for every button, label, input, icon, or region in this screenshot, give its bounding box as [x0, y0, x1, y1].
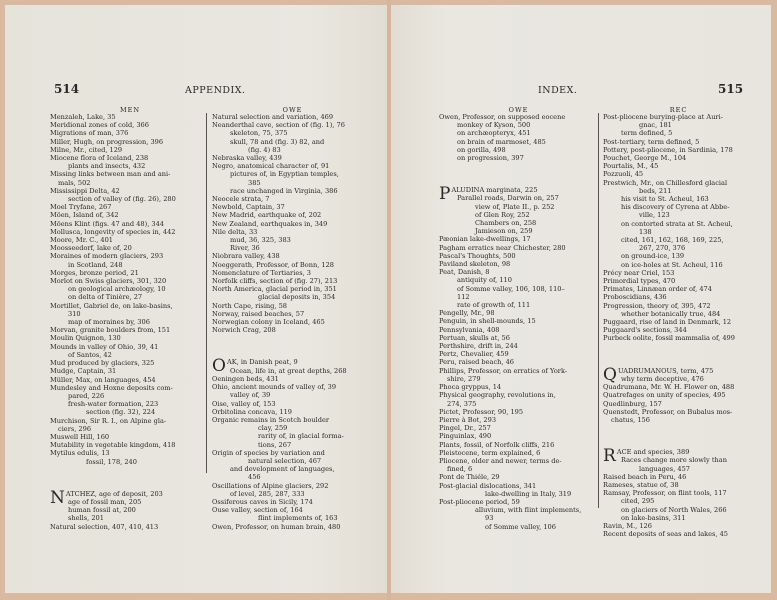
index-subentry: beds, 211 [639, 186, 672, 195]
index-entry: North America, glacial period in, 351 [212, 285, 337, 294]
index-entry: Negro, anatomical character of, 91 [212, 162, 330, 171]
index-subentry: (fig. 4) 83 [248, 145, 281, 154]
index-subentry: 274, 375 [447, 399, 477, 408]
left-page [5, 5, 387, 593]
index-subentry: and development of languages, [230, 465, 335, 474]
index-entry: Raised beach in Peru, 46 [603, 472, 687, 481]
index-entry: Oscillations of Alpine glaciers, 292 [212, 481, 329, 490]
index-entry: Quadrumana, Mr. W. H. Flower on, 488 [603, 383, 735, 392]
index-entry: Miller, Hugh, on progression, 396 [50, 137, 164, 146]
index-column [603, 113, 763, 538]
index-entry: Physical geography, revolutions in, [439, 391, 556, 400]
index-subentry: chatus, 156 [611, 415, 650, 424]
index-entry: Prestwich, Mr., on Chillesford glacial [603, 178, 728, 187]
index-subentry: skeleton, 75, 375 [230, 129, 288, 138]
catchword: OWE [282, 106, 303, 114]
index-subentry: of level, 285, 287, 333 [230, 489, 305, 498]
index-subentry: section (fig. 32), 224 [86, 408, 156, 417]
drop-cap-initial: N [50, 487, 65, 508]
index-entry: Quenstedt, Professor, on Bubalus mos- [603, 407, 733, 416]
index-entry: Möen, Island of, 342 [50, 211, 119, 220]
index-entry: Norwegian colony in Iceland, 465 [212, 318, 325, 327]
index-subentry: Chambers on, 258 [475, 219, 537, 228]
index-entry: Pierre à Bot, 293 [439, 415, 497, 424]
index-entry: Pottery, post-pliocene, in Sardinia, 178 [603, 145, 733, 154]
index-subentry: of Santos, 42 [68, 350, 112, 359]
index-subentry: 112 [457, 292, 470, 301]
index-entry: Phoca gryppus, 14 [439, 383, 502, 392]
index-entry: Post-tertiary, term defined, 5 [603, 137, 700, 146]
index-entry: Niobrara valley, 438 [212, 252, 280, 261]
index-subentry: on gorilla, 498 [457, 145, 506, 154]
index-entry: Mounds in valley of Ohio, 39, 41 [50, 342, 159, 351]
index-subentry: shells, 201 [68, 514, 104, 523]
index-entry: Nebraska valley, 439 [212, 154, 282, 163]
index-entry: Ramsay, Professor, on flint tools, 117 [603, 489, 727, 498]
catchword: OWE [508, 106, 529, 114]
index-entry: Quedlinburg, 157 [603, 399, 662, 408]
index-subentry: on contorted strata at St. Acheul, [621, 219, 733, 228]
index-subentry: of Somme valley, 106 [485, 522, 556, 531]
index-subentry: on ground-ice, 139 [621, 252, 685, 261]
index-subentry: on lake-basins, 311 [621, 513, 686, 522]
index-entry: Mundesley and Hoxne deposits com- [50, 383, 173, 392]
index-subentry: fossil, 178, 240 [86, 457, 137, 466]
index-entry: Pascal's Thoughts, 500 [439, 251, 516, 260]
index-entry: Pæonian lake-dwellings, 17 [439, 235, 531, 244]
index-entry: Pengelly, Mr., 98 [439, 309, 495, 318]
index-subentry: mud, 36, 325, 383 [230, 236, 291, 245]
index-subentry: Ocean, life in, at great depths, 268 [230, 366, 347, 375]
index-entry: Primordial types, 470 [603, 277, 676, 286]
index-entry: Pagham erratics near Chichester, 280 [439, 243, 566, 252]
index-subentry: of Glen Roy, 252 [475, 210, 530, 219]
index-subentry: on archæopteryx, 451 [457, 129, 531, 138]
index-entry: Murchison, Sir R. I., on Alpine gla- [50, 416, 167, 425]
index-entry: Müller, Max, on languages, 454 [50, 375, 156, 384]
index-entry: New Madrid, earthquake of, 202 [212, 211, 322, 220]
index-entry: Pozzuoli, 45 [603, 170, 644, 179]
index-entry: Moore, Mr. C., 401 [50, 236, 113, 245]
index-subentry: skull, 78 and (fig. 3) 82, and [230, 137, 325, 146]
index-subentry: on glaciers of North Wales, 266 [621, 505, 727, 514]
index-subentry: River, 36 [230, 244, 260, 253]
column-divider [598, 113, 599, 508]
index-entry: Mortillet, Gabriel de, on lake-basins, [50, 301, 173, 310]
entry-text: UADRUMANOUS, term, 475 [617, 366, 714, 375]
index-subentry: his visit to St. Acheul, 163 [621, 195, 709, 204]
index-entry: Neanderthal cave, section of (fig. 1), 76 [212, 121, 345, 130]
index-subentry: 138 [639, 227, 652, 236]
index-subentry: on delta of Tinière, 27 [68, 293, 143, 302]
index-entry: Mollusca, longevity of species in, 442 [50, 227, 176, 236]
index-subentry: why term deceptive, 476 [621, 374, 704, 383]
index-entry: Orbitolina concava, 119 [212, 407, 292, 416]
index-column [439, 113, 592, 531]
index-subentry: Parallel roads, Darwin on, 257 [457, 194, 559, 203]
index-subentry: shire, 279 [447, 374, 481, 383]
index-subentry: monkey of Kyson, 500 [457, 121, 531, 130]
index-entry: Pont de Thiéle, 29 [439, 473, 500, 482]
index-entry: Nomenclature of Tertiaries, 3 [212, 268, 311, 277]
index-entry: Paviland skeleton, 98 [439, 260, 511, 269]
index-entry: Pictet, Professor, 90, 195 [439, 407, 524, 416]
right-page [391, 5, 771, 593]
index-entry: Menzaleh, Lake, 35 [50, 113, 116, 121]
index-subentry: rate of growth of, 111 [457, 301, 531, 310]
section-gap [603, 424, 763, 448]
section-gap [50, 466, 210, 490]
index-entry: Précy near Criel, 153 [603, 268, 675, 277]
index-subentry: flint implements of, 163 [258, 514, 338, 523]
index-entry: Morges, bronze period, 21 [50, 268, 139, 277]
section-gap [603, 343, 763, 367]
index-entry: Pennsylvania, 408 [439, 325, 500, 334]
index-subentry: on progression, 397 [457, 154, 524, 163]
index-entry: Owen, Professor, on human brain, 480 [212, 522, 341, 531]
drop-cap-initial: R [603, 446, 616, 467]
index-entry: Owen, Professor, on supposed eocene [439, 113, 566, 121]
index-entry: Progression, theory of, 395, 472 [603, 301, 711, 310]
index-entry: Pliocene, older and newer, terms de- [439, 456, 562, 465]
index-entry: Moosseedorf, lake of, 20 [50, 244, 132, 253]
index-entry: Mud produced by glaciers, 325 [50, 359, 155, 368]
drop-cap-initial: Q [603, 364, 617, 385]
index-entry: Natural selection, 407, 410, 413 [50, 522, 159, 531]
index-subentry: cited, 161, 162, 168, 169, 225, [621, 236, 724, 245]
index-subentry: rarity of, in glacial forma- [258, 432, 344, 441]
index-entry: Mississippi Delta, 42 [50, 186, 120, 195]
index-entry: Ossiferous caves in Sicily, 174 [212, 497, 313, 506]
entry-text: AK, in Danish peat, 9 [226, 358, 298, 367]
index-entry: Moel Tryfane, 267 [50, 203, 112, 212]
index-entry: Peat, Danish, 8 [439, 268, 490, 277]
index-entry: Meridional zones of cold, 366 [50, 121, 149, 130]
index-subentry: race unchanged in Virginia, 386 [230, 186, 338, 195]
index-entry: Nile delta, 33 [212, 227, 258, 236]
index-entry: Pingel, Dr., 257 [439, 424, 491, 433]
index-entry: Peru, raised beach, 46 [439, 358, 515, 367]
index-subentry: age of fossil man, 205 [68, 497, 142, 506]
index-entry: Morlot on Swiss glaciers, 301, 320 [50, 277, 167, 286]
index-subentry: lake-dwelling in Italy, 319 [485, 489, 572, 498]
index-entry: Milne, Mr., cited, 129 [50, 145, 123, 154]
index-entry: Quatrefages on unity of species, 495 [603, 391, 726, 400]
index-entry: North Cape, rising, 58 [212, 301, 287, 310]
index-entry: Pourtalis, M., 45 [603, 162, 659, 171]
index-entry: Noeggerath, Professor, of Bonn, 128 [212, 260, 335, 269]
index-entry: Pertuan, skulls at, 56 [439, 333, 510, 342]
index-entry: Primates, Linnæan order of, 474 [603, 285, 712, 294]
index-entry: Moraines of modern glaciers, 293 [50, 252, 164, 261]
index-entry: Mytilus edulis, 13 [50, 449, 110, 458]
index-subentry: gnac, 181 [639, 121, 672, 130]
index-subentry: cited, 295 [621, 497, 655, 506]
entry-text: ALUDINA marginata, 225 [451, 186, 538, 195]
running-head: INDEX. [538, 85, 578, 96]
index-entry: Natural selection and variation, 469 [212, 113, 334, 121]
index-subentry: 456 [248, 473, 261, 482]
drop-cap-initial: O [212, 356, 226, 377]
index-entry: Moulin Quignon, 130 [50, 334, 121, 343]
index-column [50, 113, 210, 531]
index-entry: Mutability in vegetable kingdom, 418 [50, 441, 176, 450]
index-entry: Recent deposits of seas and lakes, 45 [603, 530, 728, 539]
index-subentry: whether botanically true, 484 [621, 309, 721, 318]
index-subentry: 93 [485, 514, 494, 523]
index-entry: Newbold, Captain, 37 [212, 203, 285, 212]
index-entry: Ohio, ancient mounds of valley of, 39 [212, 383, 337, 392]
index-entry: Post-glacial dislocations, 341 [439, 481, 537, 490]
index-subentry: languages, 457 [639, 464, 690, 473]
index-subentry: view of, Plate II., p. 252 [475, 202, 555, 211]
index-entry: New Zealand, earthquakes in, 349 [212, 219, 328, 228]
index-subentry: his discovery of Cyrena at Abbe- [621, 203, 730, 212]
index-subentry: on geological archæology, 10 [68, 285, 166, 294]
index-subentry: on brain of marmoset, 485 [457, 137, 546, 146]
index-entry: Oise, valley of, 153 [212, 399, 276, 408]
index-entry: Post-pliocene burying-place at Auri- [603, 113, 723, 121]
index-entry: Post-pliocene period, 59 [439, 497, 520, 506]
index-entry: Mudge, Captain, 31 [50, 367, 117, 376]
index-entry: Möens Klint (figs. 47 and 48), 344 [50, 219, 164, 228]
section-gap [439, 162, 592, 186]
index-subentry: antiquity of, 110 [457, 276, 512, 285]
entry-text: ATCHEZ, age of deposit, 203 [65, 489, 163, 498]
index-entry: Ouse valley, section of, 164 [212, 506, 303, 515]
index-subentry: term defined, 5 [621, 129, 673, 138]
index-subentry: ciers, 296 [58, 424, 92, 433]
index-subentry: Races change more slowly than [621, 456, 727, 465]
page-number: 515 [718, 82, 744, 96]
index-subentry: 267, 270, 376 [639, 244, 686, 253]
page-number: 514 [54, 82, 80, 96]
index-entry: Rameses, statue of, 38 [603, 480, 679, 489]
index-entry: Ravin, M., 126 [603, 521, 652, 530]
index-subentry: valley of, 39 [230, 391, 271, 400]
entry-text: ACE and species, 389 [616, 448, 690, 457]
index-entry: Neocele strata, 7 [212, 195, 270, 204]
index-column [212, 113, 370, 531]
index-entry: Pleistocene, term explained, 6 [439, 448, 541, 457]
index-subentry: map of moraines by, 306 [68, 318, 150, 327]
index-subentry: fresh-water formation, 223 [68, 400, 159, 409]
index-subentry: mals, 502 [58, 178, 91, 187]
index-subentry: pared, 226 [68, 391, 105, 400]
index-subentry: in Scotland, 248 [68, 260, 123, 269]
index-subentry: human fossil at, 200 [68, 506, 136, 515]
index-subentry: of Somme valley, 106, 108, 110– [457, 284, 565, 293]
index-entry: Norway, raised beaches, 57 [212, 309, 305, 318]
index-subentry: section of valley of (fig. 26), 280 [68, 195, 176, 204]
catchword: REC [669, 106, 688, 114]
index-subentry: on ice-holes at St. Acheul, 116 [621, 260, 723, 269]
index-entry: Migrations of man, 376 [50, 129, 129, 138]
section-gap [212, 334, 370, 358]
index-entry: Miocene flora of Iceland, 238 [50, 154, 149, 163]
index-entry: Oeningen beds, 431 [212, 374, 279, 383]
index-subentry: clay, 259 [258, 424, 288, 433]
index-entry: Puggaard's sections, 344 [603, 326, 687, 335]
index-entry: Norfolk cliffs, section of (fig. 27), 213 [212, 277, 338, 286]
catchword: MEN [119, 106, 141, 114]
index-entry: Perthshire, drift in, 244 [439, 342, 518, 351]
index-entry: Missing links between man and ani- [50, 170, 171, 179]
index-subentry: natural selection, 467 [248, 456, 322, 465]
index-subentry: fined, 6 [447, 465, 473, 474]
index-entry: Purbeck oolite, fossil mammalia of, 499 [603, 334, 735, 343]
index-subentry: tions, 267 [258, 440, 292, 449]
index-entry: Organic remains in Scotch boulder [212, 415, 330, 424]
index-subentry: 310 [68, 309, 81, 318]
index-subentry: 385 [248, 178, 261, 187]
index-entry: Puggaard, rise of land in Denmark, 12 [603, 318, 732, 327]
index-entry: Pinguinlax, 490 [439, 432, 492, 441]
index-subentry: Jamieson on, 259 [475, 227, 533, 236]
index-entry: Proboscidians, 436 [603, 293, 667, 302]
index-subentry: alluvium, with flint implements, [475, 506, 582, 515]
index-entry: Plants, fossil, of Norfolk cliffs, 216 [439, 440, 555, 449]
index-entry: Pouchet, George M., 104 [603, 154, 687, 163]
drop-cap-initial: P [439, 184, 451, 205]
running-head: APPENDIX. [185, 85, 246, 96]
index-subentry: ville, 123 [639, 211, 670, 220]
index-entry: Phillips, Professor, on erratics of York- [439, 366, 568, 375]
index-entry: Morvan, granite boulders from, 151 [50, 326, 171, 335]
index-subentry: glacial deposits in, 354 [258, 293, 336, 302]
index-subentry: pictures of, in Egyptian temples, [230, 170, 339, 179]
index-entry: Norwich Crag, 208 [212, 326, 276, 335]
index-entry: Penguin, in shell-mounds, 15 [439, 317, 536, 326]
index-entry: Muswell Hill, 160 [50, 432, 110, 441]
index-entry: Pertz, Chevalier, 459 [439, 350, 509, 359]
index-subentry: plants and insects, 432 [68, 162, 146, 171]
column-divider [206, 113, 207, 473]
index-entry: Origin of species by variation and [212, 448, 325, 457]
